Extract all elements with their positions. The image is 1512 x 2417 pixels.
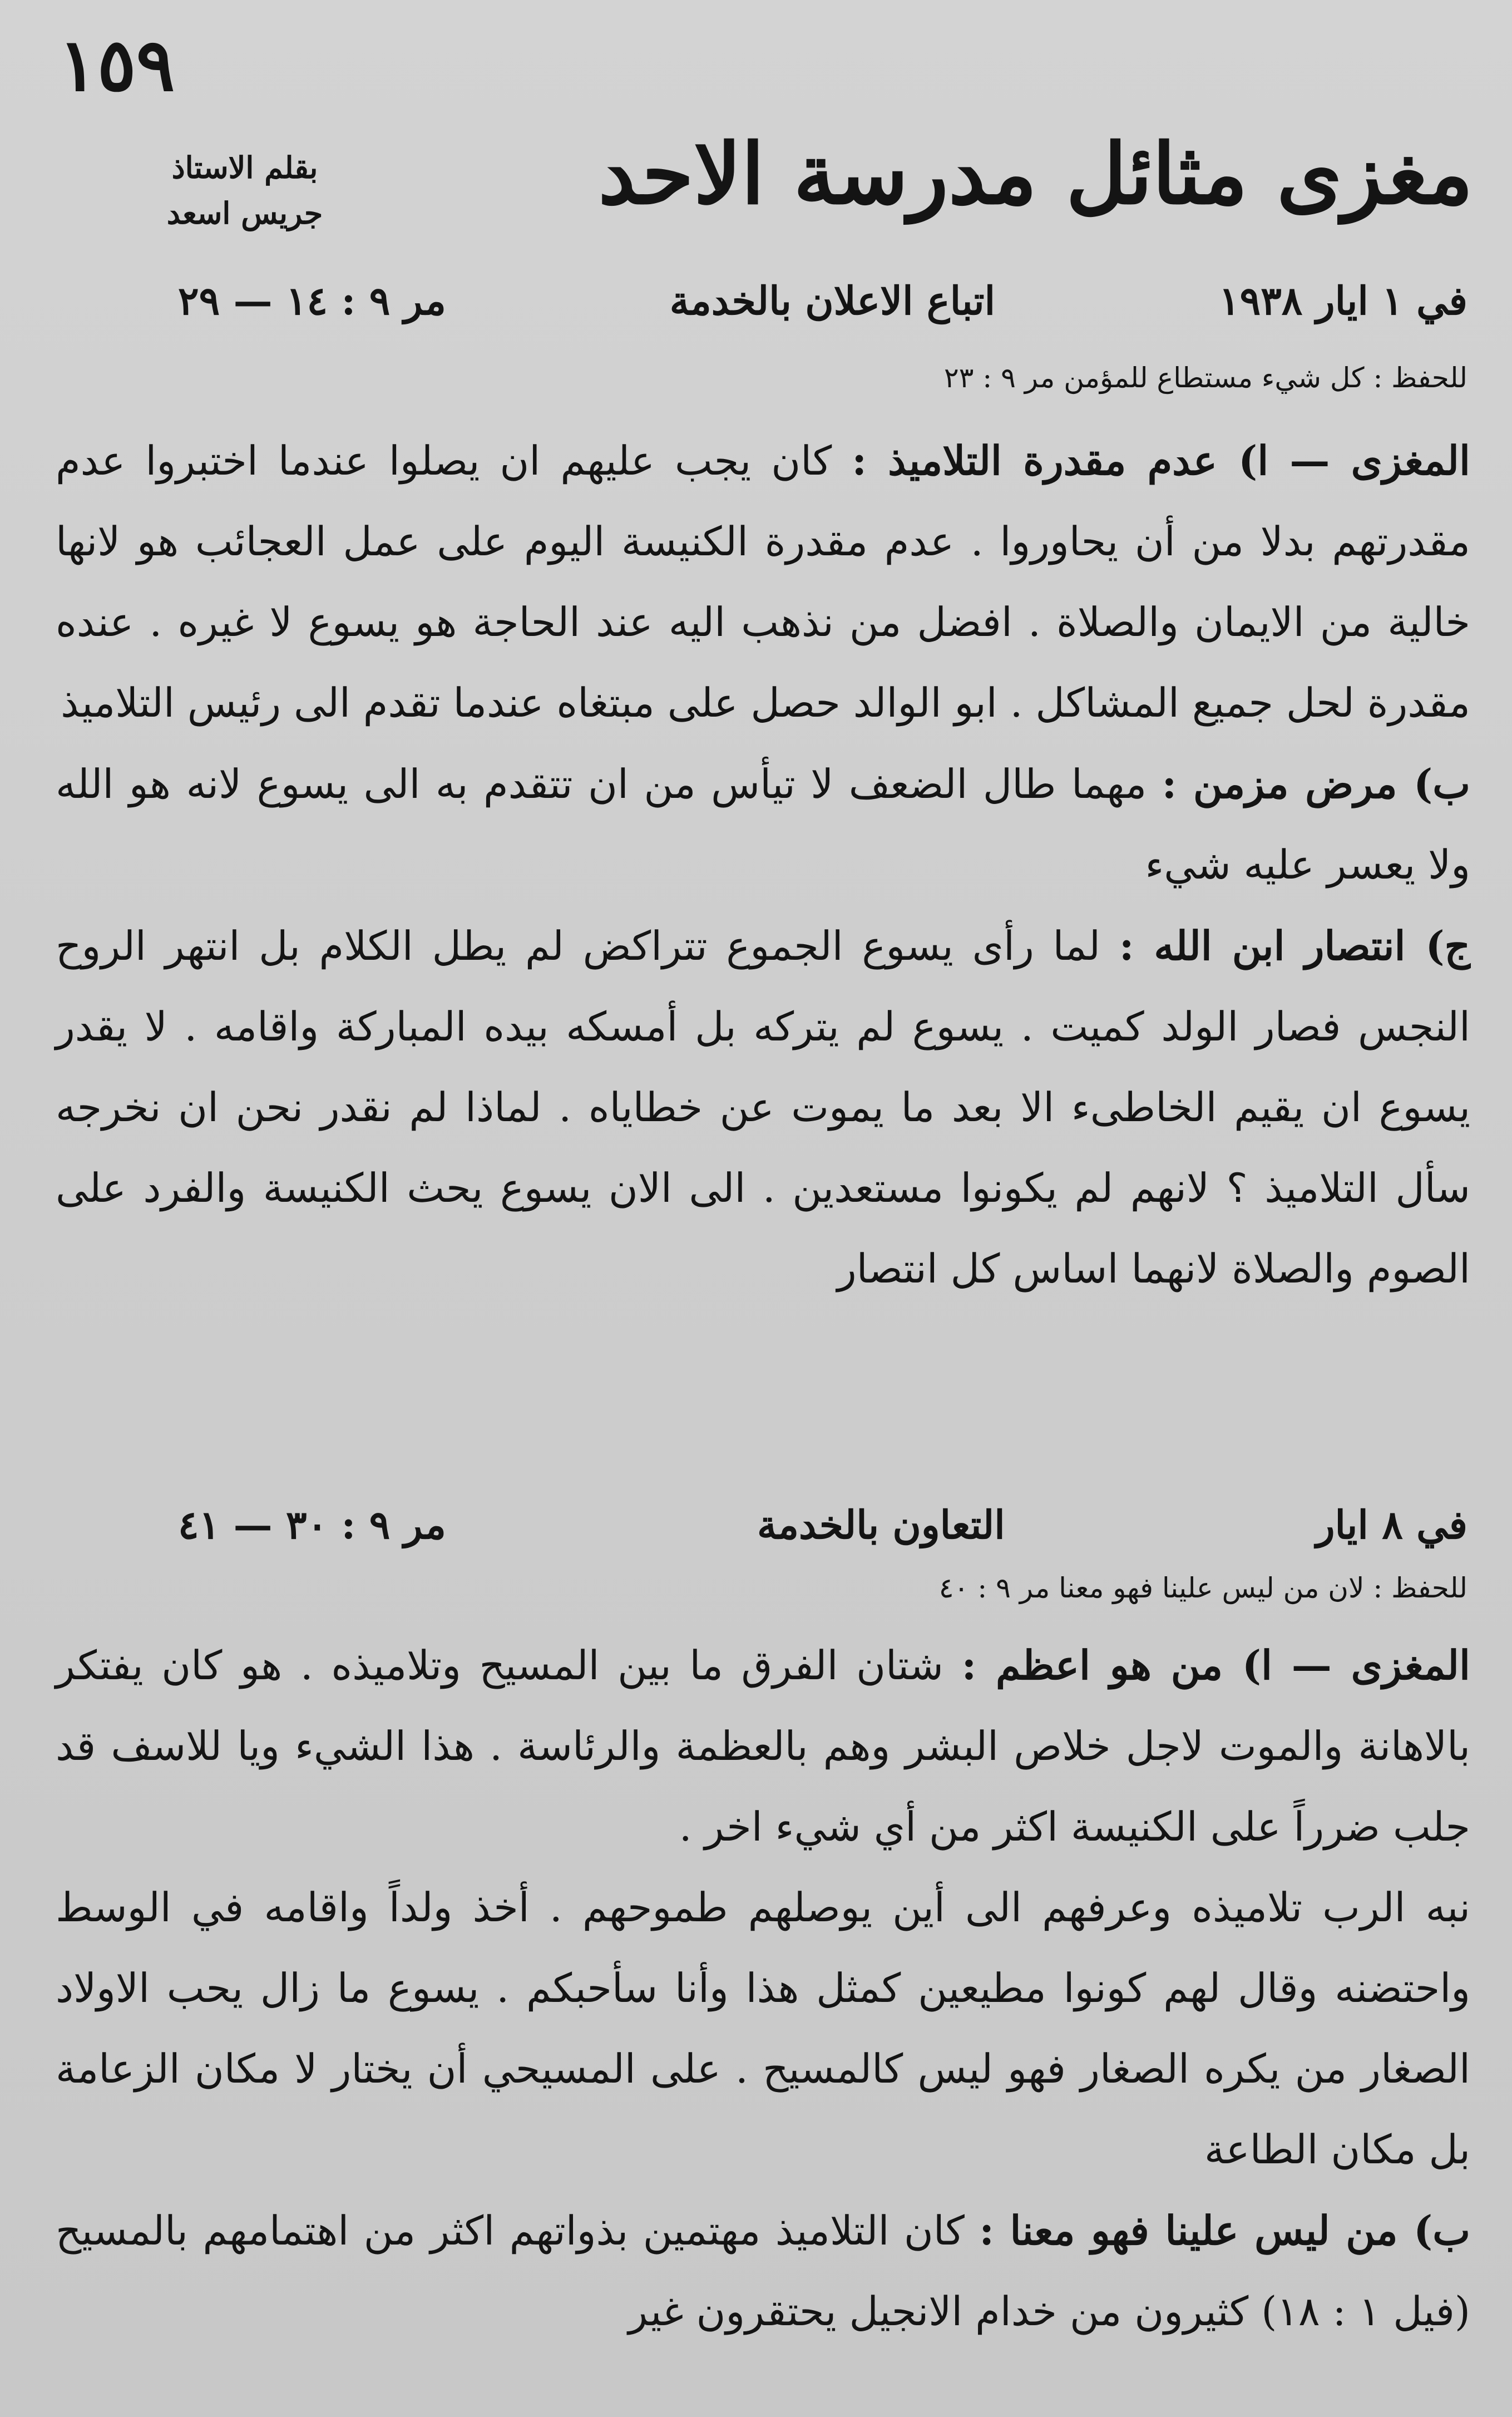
lesson-1-paragraph-a bbox=[56, 420, 1470, 743]
lesson-2-reference: مر ٩ : ٣٠ — ٤١ bbox=[178, 1501, 446, 1548]
paragraph-text: نبه الرب تلاميذه وعرفهم الى أين يوصلهم طموحهم . أخذ ولداً واقامه في الوسط واحتضنه وقال لهم كونوا مطيعين كمثل هذا وأنا سأحبكم . يسوع ما زال يحب الاولاد الصغار من يكره الصغار فهو ليس كالمسيح . على المسيحي أن يختار لا مكان الزعامة بل مكان الطاعة bbox=[56, 1884, 1470, 2173]
lesson-2-paragraph-continued bbox=[56, 1867, 1470, 2190]
paragraph-text: مهما طال الضعف لا تيأس من ان تتقدم به الى يسوع لانه هو الله ولا يعسر عليه شيء bbox=[56, 761, 1470, 888]
author-byline bbox=[128, 145, 362, 236]
paragraph-lead: المغزى — ا) عدم مقدرة التلاميذ : bbox=[852, 437, 1471, 484]
paragraph-lead: المغزى — ا) من هو اعظم : bbox=[961, 1641, 1470, 1689]
lesson-2-paragraph-b bbox=[56, 2190, 1470, 2352]
lesson-2-date: في ٨ ايار bbox=[1316, 1501, 1467, 1548]
lesson-2-body bbox=[56, 1625, 1470, 2352]
lesson-1-reference: مر ٩ : ١٤ — ٢٩ bbox=[178, 277, 446, 324]
lesson-2-memory-verse: للحفظ : لان من ليس علينا فهو معنا مر ٩ : ٤٠ bbox=[938, 1572, 1467, 1604]
paragraph-lead: ج) انتصار ابن الله : bbox=[1119, 922, 1470, 969]
lesson-2-header bbox=[178, 1491, 1467, 1558]
lesson-1-header bbox=[178, 267, 1467, 334]
lesson-1-body bbox=[56, 420, 1470, 1309]
lesson-1-topic: اتباع الاعلان بالخدمة bbox=[669, 277, 996, 324]
lesson-1-date: في ١ ايار ١٩٣٨ bbox=[1219, 277, 1467, 324]
lesson-1-paragraph-c bbox=[56, 905, 1470, 1309]
paragraph-text: لما رأى يسوع الجموع تتراكض لم يطل الكلام بل انتهر الروح النجس فصار الولد كميت . يسوع لم يتركه بل أمسكه بيده المباركة واقامه . لا يقدر يسوع ان يقيم الخاطىء الا بعد ما يموت عن خطاياه . لماذا لم نقدر نحن ان نخرجه سأل التلاميذ ؟ لانهم لم يكونوا مستعدين . الى الان يسوع يحث الكنيسة والفرد على الصوم والصلاة لانهما اساس كل انتصار bbox=[56, 923, 1470, 1292]
paragraph-text: كان يجب عليهم ان يصلوا عندما اختبروا عدم مقدرتهم بدلا من أن يحاوروا . عدم مقدرة الكنيسة اليوم على عمل العجائب هو لانها خالية من الايمان والصلاة . افضل من نذهب اليه عند الحاجة هو يسوع لا غيره . عنده مقدرة لحل جميع المشاكل . ابو الوالد حصل على مبتغاه عندما تقدم الى رئيس التلاميذ bbox=[56, 437, 1470, 726]
paragraph-lead: ب) مرض مزمن : bbox=[1162, 760, 1470, 807]
article-title: مغزى مثائل مدرسة الاحد bbox=[598, 125, 1473, 223]
author-line-2: جريس اسعد bbox=[166, 195, 323, 231]
paragraph-lead: ب) من ليس علينا فهو معنا : bbox=[979, 2207, 1471, 2254]
author-line-1: بقلم الاستاذ bbox=[171, 150, 318, 185]
lesson-1-paragraph-b bbox=[56, 743, 1470, 905]
paragraph-text: شتان الفرق ما بين المسيح وتلاميذه . هو كان يفتكر بالاهانة والموت لاجل خلاص البشر وهم بالعظمة والرئاسة . هذا الشيء ويا للاسف قد جلب ضرراً على الكنيسة اكثر من أي شيء اخر . bbox=[56, 1642, 1470, 1850]
lesson-2-paragraph-a bbox=[56, 1625, 1470, 1867]
page-number: ١٥٩ bbox=[58, 22, 175, 107]
lesson-1-memory-verse: للحفظ : كل شيء مستطاع للمؤمن مر ٩ : ٢٣ bbox=[943, 362, 1467, 394]
paragraph-text: كان التلاميذ مهتمين بذواتهم اكثر من اهتمامهم بالمسيح (فيل ١ : ١٨) كثيرون من خدام الانجيل يحتقرون غير bbox=[56, 2207, 1470, 2335]
lesson-2-topic: التعاون بالخدمة bbox=[757, 1501, 1005, 1548]
